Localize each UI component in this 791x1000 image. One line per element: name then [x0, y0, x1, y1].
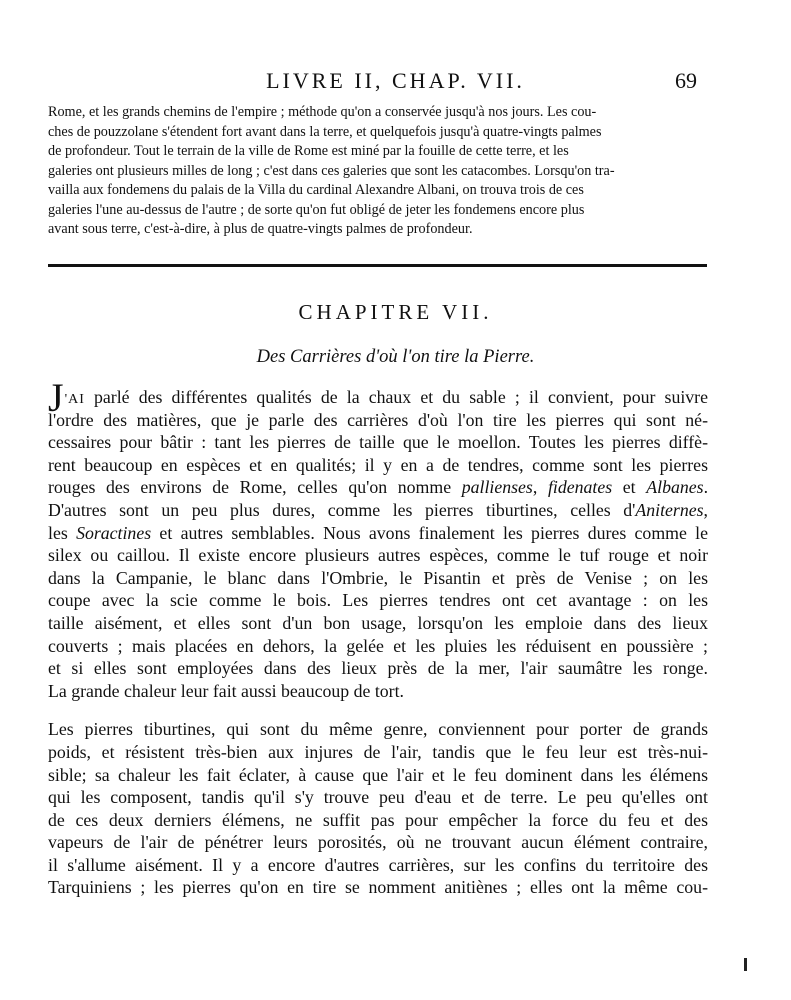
print-speck [744, 958, 747, 971]
paragraph-line [48, 476, 708, 499]
footnote-line: ches de pouzzolane s'étendent fort avant dans la terre, et quelquefois jusqu'à quatre-vingts palmes [48, 123, 602, 140]
chapter-subtitle: Des Carrières d'où l'on tire la Pierre. [256, 347, 535, 367]
paragraph-line: silex ou caillou. Il existe encore plusieurs autres espèces, comme le tuf rouge et noir [48, 545, 708, 566]
footnote-line: Rome, et les grands chemins de l'empire ; méthode qu'on a conservée jusqu'à nos jours. Les cou- [48, 104, 597, 120]
paragraph-line [48, 522, 708, 545]
paragraph-line: couverts ; mais placées en dehors, la gelée et les pluies les réduisent en poussière ; [48, 635, 708, 656]
page-number: 69 [675, 68, 697, 93]
paragraph-line: poids, et résistent très-bien aux injures de l'air, tandis que le feu leur est très-nui- [48, 741, 708, 762]
line-text: , [532, 477, 548, 498]
small-caps-word: 'AI [64, 392, 85, 407]
running-title: LIVRE II, CHAP. VII. [266, 68, 525, 93]
paragraph-line: taille aisément, et elles sont d'un bon usage, lorsqu'on les emploie dans des lieux [48, 612, 708, 633]
line-text: et [612, 477, 647, 498]
paragraph-line: rent beaucoup en espèces et en qualités; il y en a de tendres, comme sont les pierres [48, 454, 708, 475]
line-text: les [48, 522, 77, 543]
paragraph-line: La grande chaleur leur fait aussi beaucoup de tort. [48, 680, 404, 701]
italic-term: Albanes [646, 477, 704, 498]
paragraph-line: qui les composent, tandis qu'il s'y trouve peu d'eau et de terre. Le peu qu'elles ont [48, 787, 708, 808]
section-rule [48, 264, 707, 267]
paragraph-line: cessaires pour bâtir : tant les pierres de taille que le moellon. Toutes les pierres diffè- [48, 432, 708, 453]
italic-term: Aniternes [635, 499, 704, 520]
line-text: , [703, 499, 708, 520]
paragraph-line: sible; sa chaleur les fait éclater, à cause que l'air et le feu dominent dans les élémens [48, 764, 708, 785]
paragraph-line: il s'allume aisément. Il y a encore d'autres carrières, sur les confins du territoire des [48, 854, 708, 875]
footnote-line: vailla aux fondemens du palais de la Villa du cardinal Alexandre Albani, on trouva trois de ces [48, 182, 584, 198]
italic-term: fidenates [547, 477, 613, 498]
running-head [0, 66, 791, 96]
line-text: . [703, 477, 709, 498]
footnote-line: avant sous terre, c'est-à-dire, à plus de quatre-vingts palmes de profondeur. [48, 221, 473, 237]
paragraph-line: de ces deux derniers élémens, ne suffit pas pour empêcher la force du feu et des [48, 809, 708, 830]
drop-cap: J [48, 375, 64, 420]
paragraph-line: vapeurs de l'air de pénétrer leurs porosités, où ne trouvant aucun élément contraire, [48, 832, 708, 853]
line-text: D'autres sont un peu plus dures, comme les pierres tiburtines, celles d' [48, 499, 636, 520]
italic-term: pallienses [461, 477, 533, 498]
footnote-line: galeries l'une au-dessus de l'autre ; de sorte qu'on fut obligé de jeter les fondemens encore plus [48, 201, 585, 218]
line-text: et autres semblables. Nous avons finalement les pierres dures comme le [151, 522, 709, 543]
paragraph-line: l'ordre des matières, que je parle des carrières d'où l'on tire les pierres qui sont né- [48, 409, 708, 430]
body-text [48, 375, 709, 899]
chapter-title: CHAPITRE VII. [298, 300, 493, 324]
footnote-line: galeries ont plusieurs milles de long ; c'est dans ces galeries que sont les catacombes. Lorsqu'on tra- [48, 162, 615, 179]
paragraph-line: Tarquiniens ; les pierres qu'on en tire se nomment anitiènes ; elles ont la même cou- [48, 877, 708, 898]
paragraph-line: Les pierres tiburtines, qui sont du même genre, conviennent pour porter de grands [48, 719, 708, 740]
line-text: parlé des différentes qualités de la chaux et du sable ; il convient, pour suivre [84, 387, 708, 407]
paragraph-line: coupe avec la scie comme le bois. Les pierres tendres ont cet avantage : on les [48, 590, 708, 611]
italic-term: Soractines [76, 522, 152, 543]
paragraph-gap [48, 702, 708, 718]
paragraph-line [48, 499, 708, 522]
line-text: rouges des environs de Rome, celles qu'on nomme [48, 477, 462, 498]
footnote-line: de profondeur. Tout le terrain de la ville de Rome est miné par la fouille de cette terre, et les [48, 143, 569, 159]
paragraph-line: dans la Campanie, le blanc dans l'Ombrie, le Pisantin et près de Venise ; on les [48, 567, 708, 588]
footnote-block [48, 103, 708, 240]
paragraph-line: et si elles sont employées dans des lieux près de la mer, l'air saumâtre les ronge. [48, 658, 708, 679]
